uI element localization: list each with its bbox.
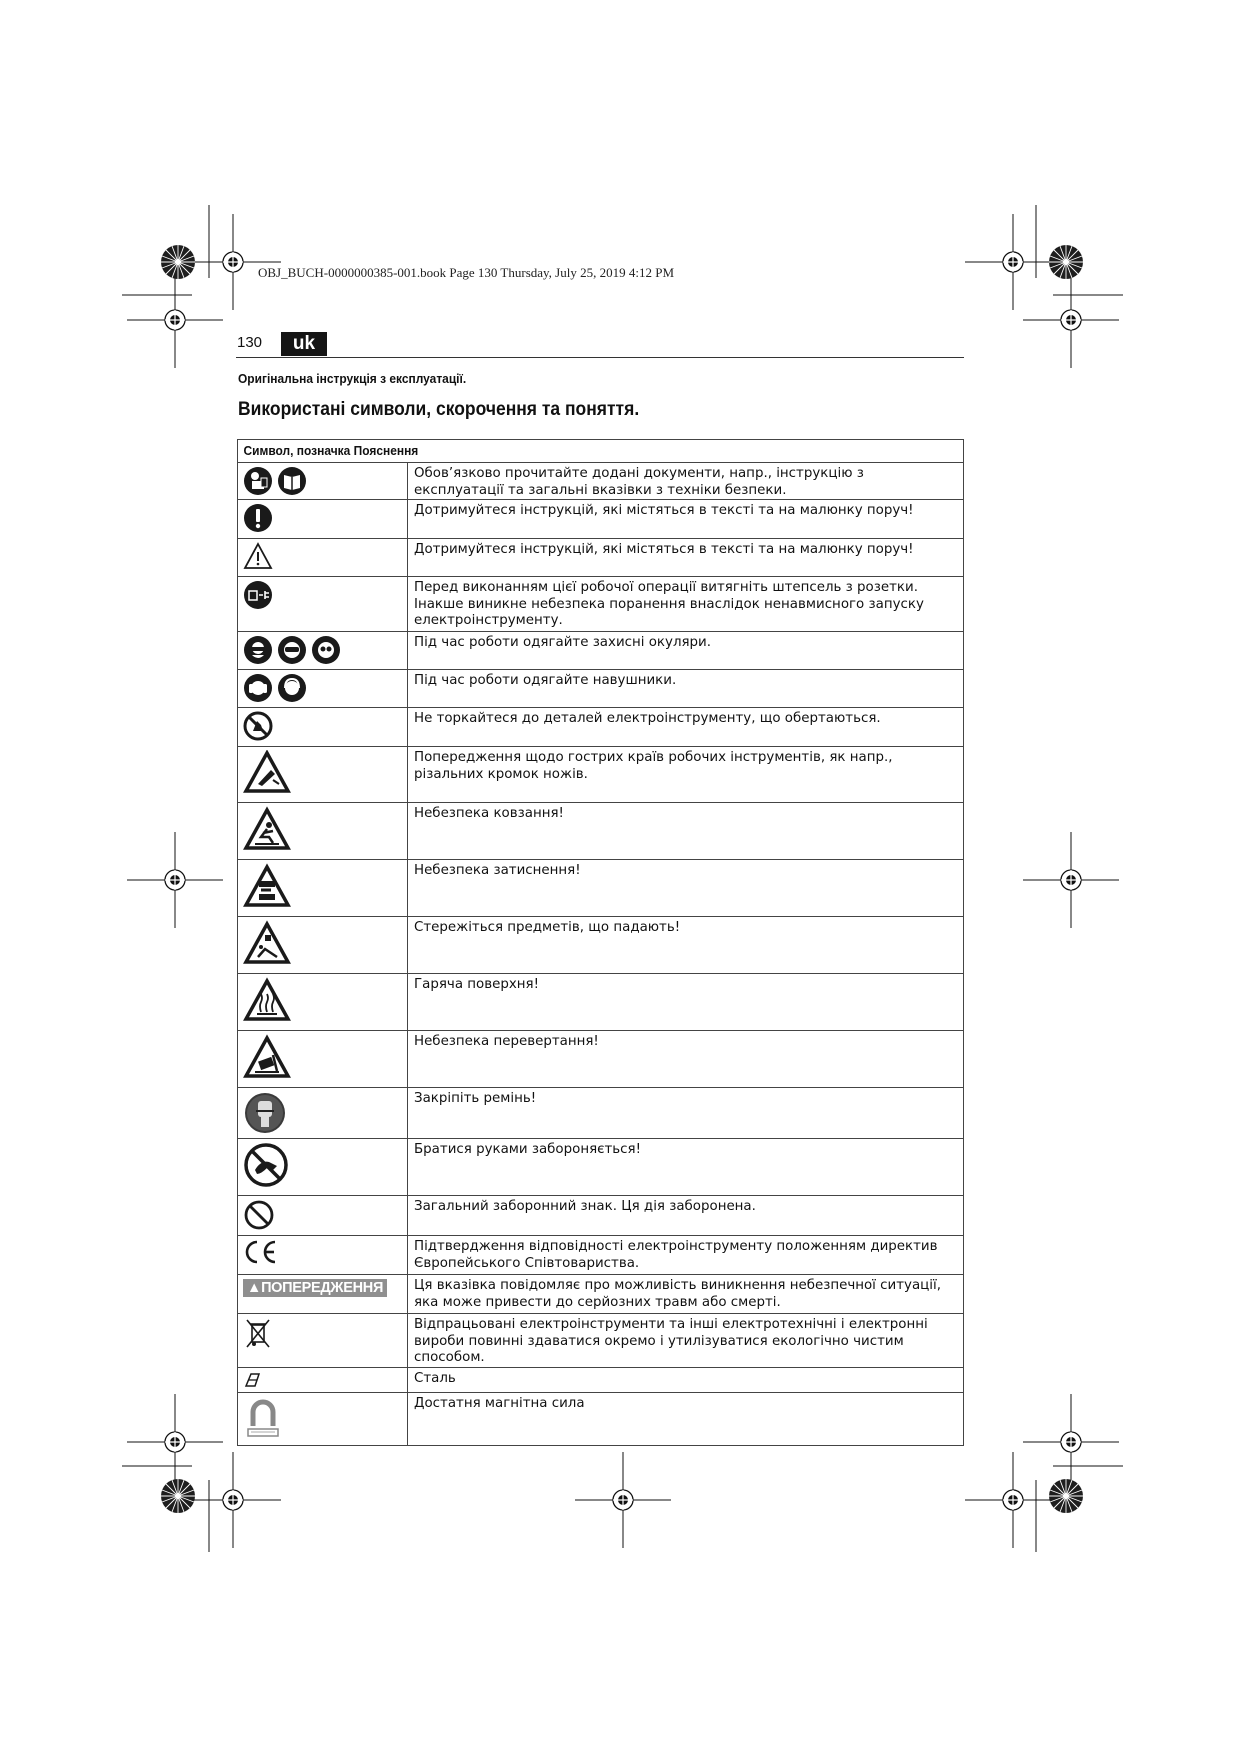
table-row: [238, 1088, 964, 1139]
table-row: [238, 1139, 964, 1196]
table-row: [238, 539, 964, 577]
hot-surface-icon: [243, 977, 291, 1023]
crush-hazard-icon: [243, 863, 291, 909]
table-row: [238, 917, 964, 974]
table-row: [238, 670, 964, 708]
row-text: Закріпіть ремінь!: [408, 1088, 964, 1139]
row-text: Стережіться предметів, що падають!: [408, 917, 964, 974]
language-badge: uk: [281, 332, 327, 356]
magnet-force-icon: [243, 1396, 283, 1440]
row-text: Під час роботи одягайте захисні окуляри.: [408, 632, 964, 670]
read-manual-icon: [243, 466, 273, 496]
page-number: 130: [237, 334, 263, 351]
row-text: Відпрацьовані електроінструменти та інші електротехнічні і електронні вироби повинні здаватися окремо і утилізуватися екологічно чистим способом.: [408, 1314, 964, 1368]
table-row: [238, 708, 964, 747]
no-touch-rotating-icon: [243, 711, 273, 741]
table-row: [238, 747, 964, 803]
warning-badge: ▲ПОПЕРЕДЖЕННЯ: [243, 1279, 387, 1297]
eye-protection-icon: [311, 635, 341, 665]
steel-icon: [243, 1370, 263, 1388]
mandatory-exclamation-icon: [243, 503, 273, 533]
table-row: [238, 1275, 964, 1314]
no-hands-icon: [243, 1142, 289, 1188]
row-text: Дотримуйтеся інструкцій, які містяться в тексті та на малюнку поруч!: [408, 500, 964, 539]
row-text: Попередження щодо гострих країв робочих інструментів, як напр., різальних кромок ножів.: [408, 747, 964, 803]
table-row: [238, 577, 964, 632]
falling-objects-icon: [243, 920, 291, 966]
table-row: [238, 1314, 964, 1368]
table-row: [238, 632, 964, 670]
warning-triangle-icon: [243, 542, 273, 570]
symbols-table: [237, 439, 964, 1446]
row-text: Ця вказівка повідомляє про можливість виникнення небезпечної ситуації, яка може привести до серйозних травм або смерті.: [408, 1275, 964, 1314]
row-text: Небезпека перевертання!: [408, 1031, 964, 1088]
row-text: Підтвердження відповідності електроінструменту положенням директив Європейського Співтовариства.: [408, 1236, 964, 1275]
row-text: Братися руками забороняється!: [408, 1139, 964, 1196]
row-text: Небезпека ковзання!: [408, 803, 964, 860]
page-title: Використані символи, скорочення та поняття.: [238, 399, 640, 420]
row-text: Сталь: [408, 1367, 964, 1392]
print-header: OBJ_BUCH-0000000385-001.book Page 130 Thursday, July 25, 2019 4:12 PM: [258, 265, 675, 280]
weee-bin-icon: [243, 1317, 273, 1349]
table-row: [238, 860, 964, 917]
ear-muffs-icon: [243, 673, 273, 703]
fasten-strap-icon: [243, 1091, 287, 1135]
row-text: Під час роботи одягайте навушники.: [408, 670, 964, 708]
prohibition-icon: [243, 1199, 275, 1231]
row-text: Дотримуйтеся інструкцій, які містяться в тексті та на малюнку поруч!: [408, 539, 964, 577]
safety-goggles-icon: [277, 635, 307, 665]
ce-mark-icon: [243, 1239, 279, 1265]
table-row: [238, 463, 964, 500]
page-subtitle: Оригінальна інструкція з експлуатації.: [238, 371, 467, 386]
face-shield-icon: [243, 635, 273, 665]
row-text: Гаряча поверхня!: [408, 974, 964, 1031]
table-header-row: [238, 440, 964, 463]
table-header: Символ, позначка Пояснення: [243, 443, 419, 458]
row-text: Перед виконанням цієї робочої операції витягніть штепсель з розетки. Інакше виникне небезпека поранення внаслідок ненавмисного запуску електроінструменту.: [408, 577, 964, 632]
table-row: [238, 1196, 964, 1236]
table-row: [238, 803, 964, 860]
row-text: Небезпека затиснення!: [408, 860, 964, 917]
table-row: [238, 974, 964, 1031]
row-text: Обов’язково прочитайте додані документи, напр., інструкцію з експлуатації та загальні вказівки з техніки безпеки.: [408, 463, 964, 500]
tip-over-icon: [243, 1034, 291, 1080]
book-icon: [277, 466, 307, 496]
table-row: [238, 1236, 964, 1275]
row-text: Загальний заборонний знак. Ця дія заборонена.: [408, 1196, 964, 1236]
slip-hazard-icon: [243, 806, 291, 852]
table-row: [238, 1031, 964, 1088]
header-rule: [236, 357, 964, 358]
sharp-edges-warning-icon: [243, 750, 291, 794]
warning-badge-label: ПОПЕРЕДЖЕННЯ: [261, 1280, 384, 1296]
table-row: [238, 1367, 964, 1392]
hearing-protection-icon: [277, 673, 307, 703]
row-text: Достатня магнітна сила: [408, 1392, 964, 1445]
unplug-icon: [243, 580, 273, 610]
row-text: Не торкайтеся до деталей електроінструменту, що обертаються.: [408, 708, 964, 747]
table-row: [238, 500, 964, 539]
table-row: [238, 1392, 964, 1445]
